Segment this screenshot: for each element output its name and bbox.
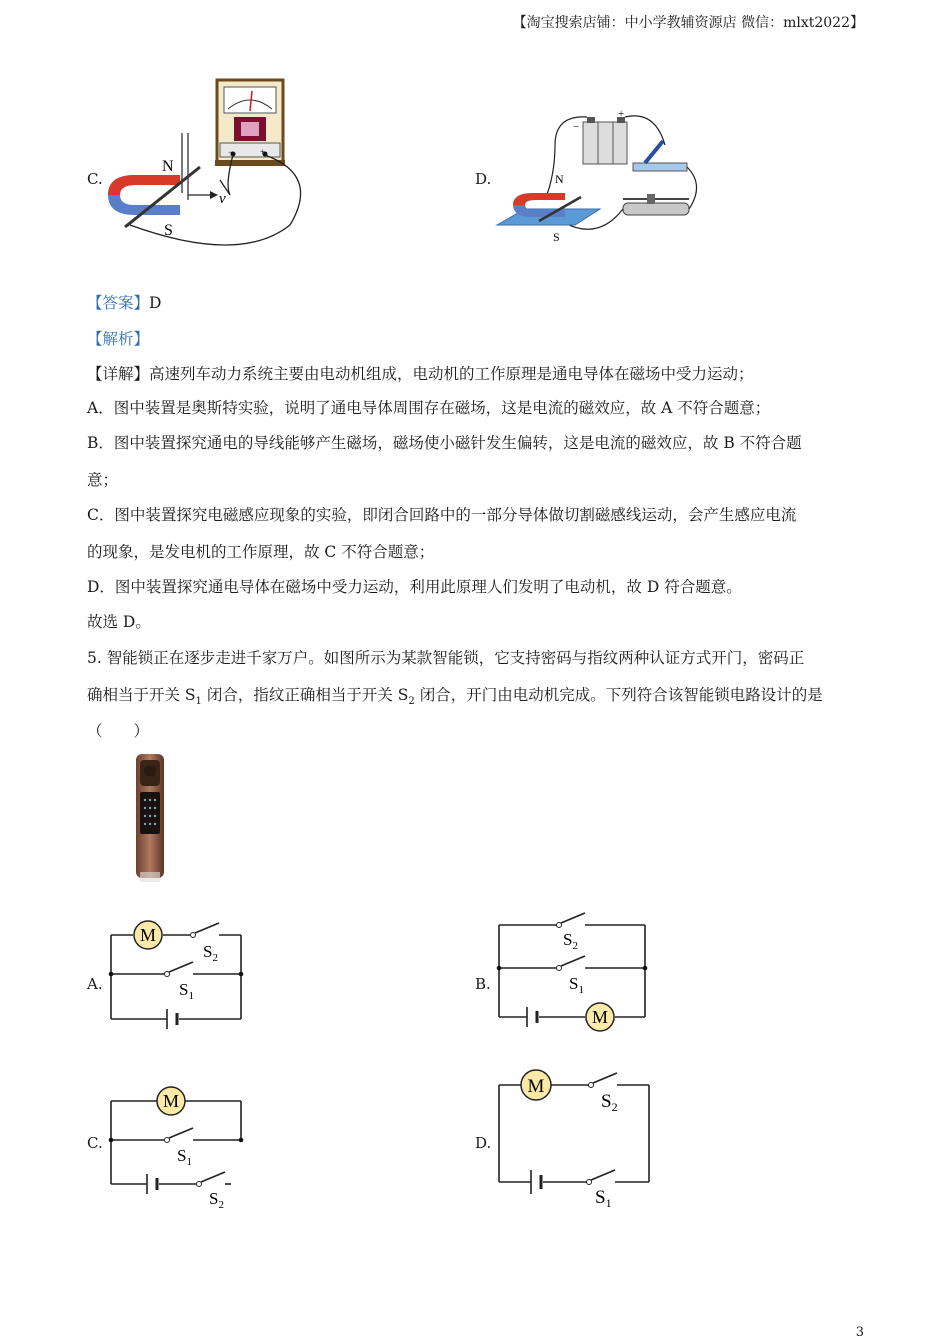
circuit-d-label: D. <box>475 1134 492 1152</box>
pole-s: S <box>164 222 173 239</box>
question5-line2: 确相当于开关 $S_1$ 闭合，指纹正确相当于开关 $S_2$ 闭合，开门由电动机完成。下列符合该智能锁电路设计的是 <box>87 686 823 708</box>
circuit-c-label: C. <box>87 1134 103 1152</box>
s1-a: $S_1$ <box>179 980 194 1002</box>
circuit-a-label: A. <box>87 975 103 993</box>
s1-c: $S_1$ <box>177 1146 192 1168</box>
s2-d: $S_2$ <box>601 1091 618 1114</box>
detail-intro: 【详解】高速列车动力系统主要由电动机组成，电动机的工作原理是通电导体在磁场中受力运动； <box>87 365 754 383</box>
page-number: 3 <box>855 1325 864 1340</box>
option-c-label: C. <box>87 170 103 188</box>
circuit-b-label: B. <box>475 975 491 993</box>
motor-principle-figure <box>495 105 705 250</box>
answer-tag: 【答案】 <box>87 294 150 312</box>
detail-a: A．图中装置是奥斯特实验，说明了通电导体周围存在磁场，这是电流的磁效应，故 A 不符合题意； <box>87 399 771 417</box>
battery-plus: + <box>618 108 625 120</box>
answer-line <box>87 291 161 313</box>
detail-b1: B．图中装置探究通电的导线能够产生磁场，磁场使小磁针发生偏转，这是电流的磁效应，故 B 不符合题 <box>87 434 802 452</box>
motor-pole-n: N <box>555 172 564 186</box>
option-d-label: D. <box>475 170 492 188</box>
s2-a: $S_2$ <box>203 942 218 964</box>
circuit-c <box>105 1080 250 1210</box>
detail-d: D．图中装置探究通电导体在磁场中受力运动，利用此原理人们发明了电动机，故 D 符合题意。 <box>87 578 742 596</box>
motor-c: M <box>162 1091 180 1111</box>
circuit-b <box>493 905 653 1035</box>
question5-line1: 5. 智能锁正在逐步走进千家万户。如图所示为某款智能锁，它支持密码与指纹两种认证方式开门，密码正 <box>87 649 805 667</box>
velocity-label: v <box>219 191 226 207</box>
s1-b: $S_1$ <box>569 974 584 996</box>
motor-d: M <box>527 1076 545 1097</box>
detail-conclusion: 故选 D。 <box>87 613 151 631</box>
motor-pole-s: S <box>553 230 560 244</box>
analysis-tag: 【解析】 <box>87 330 150 348</box>
detail-c1: C．图中装置探究电磁感应现象的实验，即闭合回路中的一部分导体做切割磁感线运动，会产生感应电流 <box>87 506 797 524</box>
motor-a: M <box>139 925 157 945</box>
meter-plus: + <box>260 147 266 157</box>
detail-tag: 【详解】 <box>87 365 150 383</box>
induction-experiment-figure <box>100 75 310 255</box>
circuit-d <box>493 1065 653 1215</box>
meter-minus: − <box>228 147 234 157</box>
circuit-a <box>105 915 250 1035</box>
battery-minus: − <box>573 121 580 133</box>
s2-c: $S_2$ <box>209 1189 224 1210</box>
pole-n: N <box>162 158 174 175</box>
s2-b: $S_2$ <box>563 930 578 952</box>
question5-blank: （ ） <box>87 722 150 740</box>
detail-c2: 的现象，是发电机的工作原理，故 C 不符合题意； <box>87 543 435 561</box>
detail-b2: 意； <box>87 471 119 489</box>
page-header: 【淘宝搜索店铺：中小学教辅资源店 微信：mlxt2022】 <box>512 15 864 31</box>
s1-d: $S_1$ <box>595 1187 612 1210</box>
answer-value: D <box>149 294 162 312</box>
motor-b: M <box>591 1007 609 1027</box>
smart-lock-image <box>132 752 168 884</box>
